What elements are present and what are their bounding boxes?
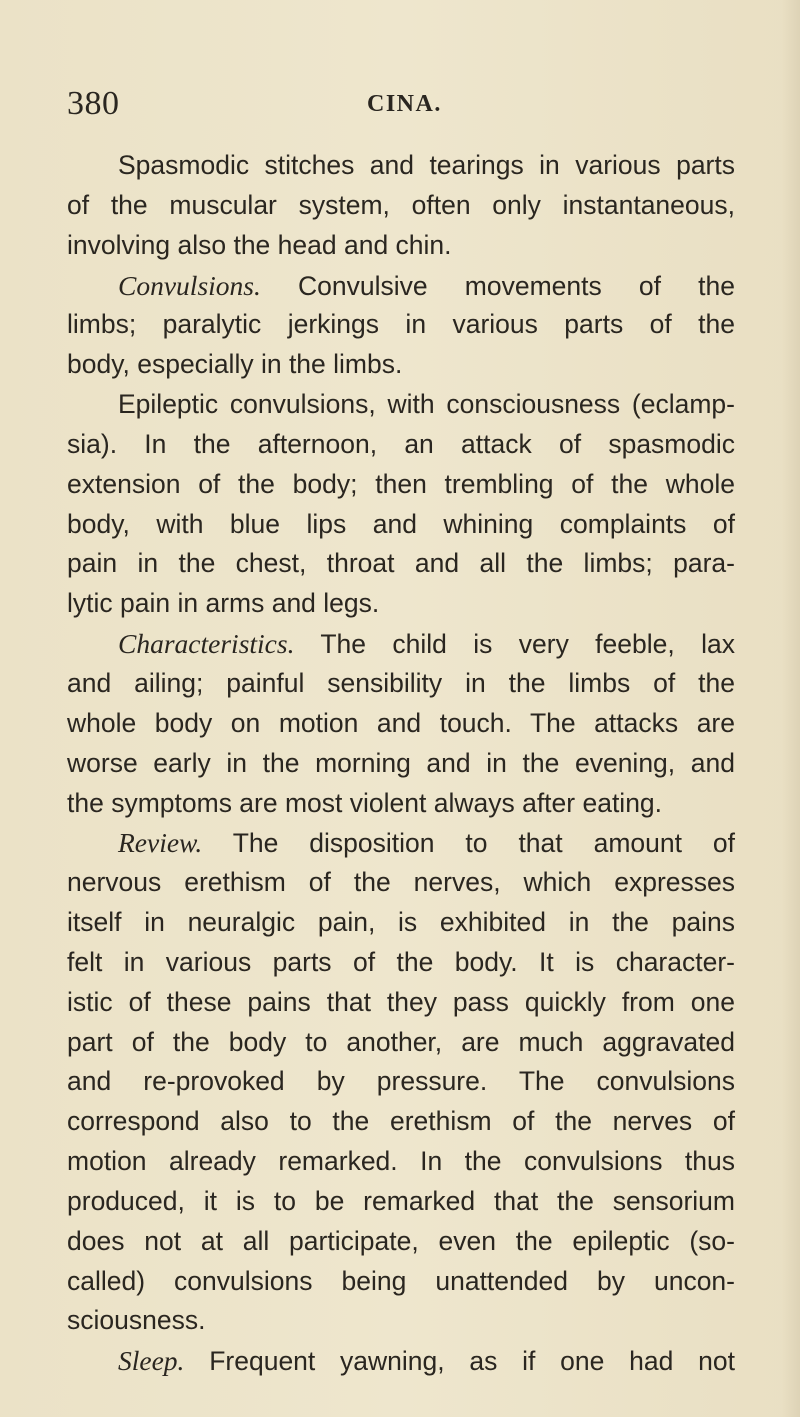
text-line: extension of the body; then trembling of the whole: [67, 468, 735, 499]
text-line: motion already remarked. In the convulsions thus: [67, 1146, 735, 1177]
body-text: [67, 146, 735, 1381]
text-line: whole body on motion and touch. The attacks are: [67, 707, 735, 738]
section-heading-sleep: Sleep.: [118, 1345, 185, 1377]
section-heading-convulsions: Convulsions.: [118, 269, 261, 301]
text-line: correspond also to the erethism of the nerves of: [67, 1106, 735, 1137]
text-line: felt in various parts of the body. It is character-: [67, 946, 735, 977]
text-line: and re-provoked by pressure. The convulsions: [67, 1066, 735, 1097]
text-line: Convulsions. Convulsive movements of the: [118, 269, 735, 301]
text-line: called) convulsions being unattended by uncon-: [67, 1265, 735, 1296]
section-heading-characteristics: Characteristics.: [118, 628, 295, 660]
text-line: sciousness.: [67, 1305, 206, 1336]
text-line: istic of these pains that they pass quickly from one: [67, 986, 735, 1017]
running-title: CINA.: [367, 91, 442, 117]
text-line: of the muscular system, often only instantaneous,: [67, 189, 735, 220]
text-line: the symptoms are most violent always after eating.: [67, 787, 663, 818]
text-line: body, with blue lips and whining complaints of: [67, 508, 735, 539]
page-edge-shadow: [782, 0, 800, 1417]
text-line: involving also the head and chin.: [67, 229, 452, 260]
text-line: worse early in the morning and in the evening, and: [67, 747, 735, 778]
page-number: 380: [67, 85, 120, 122]
text-line: part of the body to another, are much aggravated: [67, 1026, 735, 1057]
text-line: itself in neuralgic pain, is exhibited in the pains: [67, 907, 735, 938]
text-line: Spasmodic stitches and tearings in various parts: [118, 150, 735, 180]
running-head: [67, 84, 737, 124]
text-line: sia). In the afternoon, an attack of spasmodic: [67, 428, 735, 459]
text-line: Review. The disposition to that amount of: [118, 827, 735, 859]
text-line: lytic pain in arms and legs.: [67, 588, 380, 619]
text-line: Characteristics. The child is very feeble, lax: [118, 628, 735, 660]
text-line: nervous erethism of the nerves, which expresses: [67, 867, 735, 898]
text-line: Sleep. Frequent yawning, as if one had not: [118, 1345, 735, 1377]
text-line: does not at all participate, even the epileptic (so-: [67, 1225, 735, 1256]
text-line: and ailing; painful sensibility in the limbs of the: [67, 667, 735, 698]
text-line: produced, it is to be remarked that the sensorium: [67, 1185, 735, 1216]
section-heading-review: Review.: [118, 827, 203, 859]
text-line: limbs; paralytic jerkings in various parts of the: [67, 309, 735, 340]
text-line: Epileptic convulsions, with consciousness (eclamp-: [118, 389, 735, 420]
text-line: body, especially in the limbs.: [67, 349, 403, 380]
text-line: pain in the chest, throat and all the limbs; para-: [67, 548, 735, 579]
